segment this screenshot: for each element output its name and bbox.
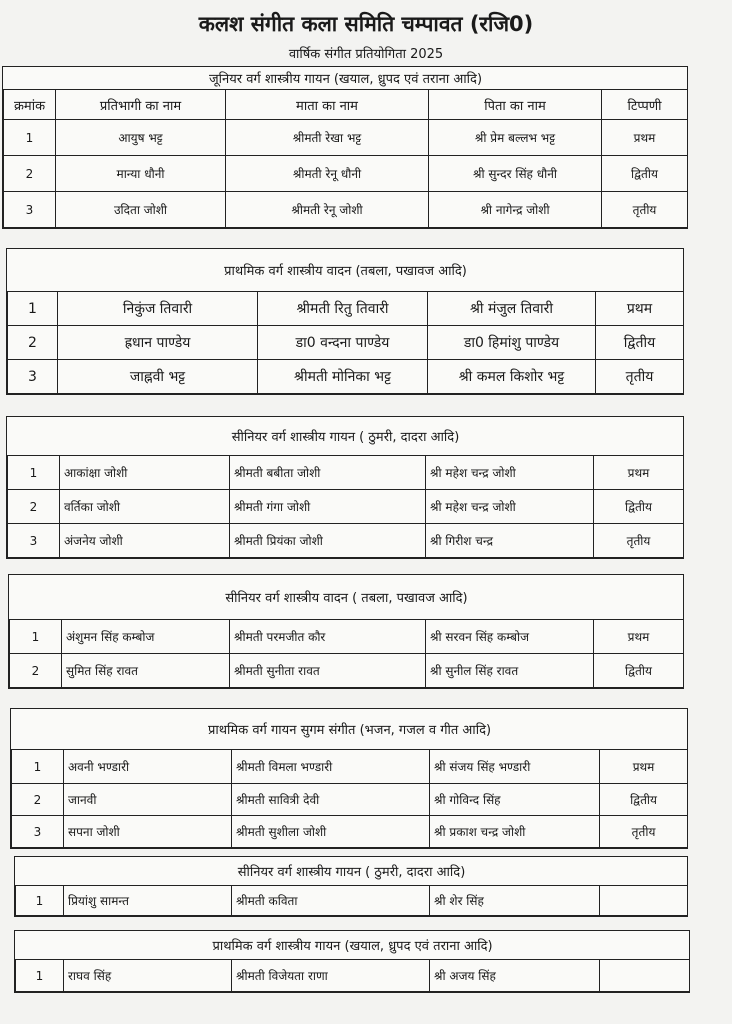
mother-cell: श्रीमती प्रियंका जोशी (230, 524, 426, 558)
father-cell: श्री मंजुल तिवारी (428, 292, 596, 326)
results-section (8, 574, 684, 689)
table-row (8, 524, 684, 558)
serial-cell: 1 (10, 620, 62, 654)
section-title: प्राथमिक वर्ग शास्त्रीय गायन (खयाल, ध्रुपद एवं तराना आदि) (16, 931, 690, 960)
participant-cell: उदिता जोशी (56, 192, 226, 228)
serial-cell: 3 (12, 816, 64, 848)
result-cell: प्रथम (602, 120, 688, 156)
serial-cell: 2 (10, 654, 62, 688)
father-cell: डा0 हिमांशु पाण्डेय (428, 326, 596, 360)
result-cell: द्वितीय (596, 326, 684, 360)
result-cell: तृतीय (600, 816, 688, 848)
section-title: प्राथमिक वर्ग शास्त्रीय वादन (तबला, पखावज आदि) (8, 249, 684, 292)
father-cell: श्री महेश चन्द्र जोशी (426, 490, 594, 524)
results-section (14, 856, 688, 917)
mother-cell: श्रीमती रेनू जोशी (226, 192, 429, 228)
father-cell: श्री सरवन सिंह कम्बोज (426, 620, 594, 654)
table-row (8, 326, 684, 360)
serial-cell: 1 (16, 886, 64, 916)
mother-cell: श्रीमती रितु तिवारी (258, 292, 428, 326)
serial-cell: 3 (4, 192, 56, 228)
section-title: जूनियर वर्ग शास्त्रीय गायन (खयाल, ध्रुपद एवं तराना आदि) (4, 67, 688, 90)
table-row (16, 960, 690, 992)
result-cell: प्रथम (594, 456, 684, 490)
table-row (4, 156, 688, 192)
column-header-serial: क्रमांक (4, 90, 56, 120)
results-section (14, 930, 690, 993)
mother-cell: डा0 वन्दना पाण्डेय (258, 326, 428, 360)
father-cell: श्री महेश चन्द्र जोशी (426, 456, 594, 490)
results-section (10, 708, 688, 849)
result-cell: तृतीय (594, 524, 684, 558)
result-cell (600, 886, 688, 916)
table-row (16, 886, 688, 916)
participant-cell: वर्तिका जोशी (60, 490, 230, 524)
table-row (8, 490, 684, 524)
serial-cell: 2 (8, 326, 58, 360)
result-cell: तृतीय (596, 360, 684, 394)
participant-cell: अंशुमन सिंह कम्बोज (62, 620, 230, 654)
mother-cell: श्रीमती रेखा भट्ट (226, 120, 429, 156)
column-header-remark: टिप्पणी (602, 90, 688, 120)
participant-cell: आकांक्षा जोशी (60, 456, 230, 490)
result-cell: प्रथम (594, 620, 684, 654)
results-section (6, 416, 684, 559)
participant-cell: प्रियांशु सामन्त (64, 886, 232, 916)
participant-cell: सपना जोशी (64, 816, 232, 848)
father-cell: श्री गिरीश चन्द्र (426, 524, 594, 558)
table-row (8, 360, 684, 394)
result-cell: द्वितीय (600, 784, 688, 816)
mother-cell: श्रीमती सुशीला जोशी (232, 816, 430, 848)
mother-cell: श्रीमती परमजीत कौर (230, 620, 426, 654)
table-row (4, 120, 688, 156)
competition-title: वार्षिक संगीत प्रतियोगिता 2025 (288, 47, 444, 62)
mother-cell: श्रीमती सावित्री देवी (232, 784, 430, 816)
section-title: सीनियर वर्ग शास्त्रीय गायन ( ठुमरी, दादरा आदि) (16, 857, 688, 886)
serial-cell: 3 (8, 360, 58, 394)
section-title: प्राथमिक वर्ग गायन सुगम संगीत (भजन, गजल व गीत आदि) (12, 709, 688, 750)
section-title: सीनियर वर्ग शास्त्रीय गायन ( ठुमरी, दादरा आदि) (8, 417, 684, 456)
table-row (12, 816, 688, 848)
participant-cell: मान्या धौनी (56, 156, 226, 192)
serial-cell: 2 (4, 156, 56, 192)
participant-cell: ह्रधान पाण्डेय (58, 326, 258, 360)
serial-cell: 1 (4, 120, 56, 156)
participant-cell: सुमित सिंह रावत (62, 654, 230, 688)
mother-cell: श्रीमती मोनिका भट्ट (258, 360, 428, 394)
mother-cell: श्रीमती विमला भण्डारी (232, 750, 430, 784)
father-cell: श्री अजय सिंह (430, 960, 600, 992)
father-cell: श्री शेर सिंह (430, 886, 600, 916)
results-section (6, 248, 684, 395)
mother-cell: श्रीमती सुनीता रावत (230, 654, 426, 688)
serial-cell: 1 (16, 960, 64, 992)
participant-cell: अवनी भण्डारी (64, 750, 232, 784)
table-row (10, 620, 684, 654)
serial-cell: 2 (12, 784, 64, 816)
father-cell: श्री संजय सिंह भण्डारी (430, 750, 600, 784)
column-header-mother: माता का नाम (226, 90, 429, 120)
table-row (12, 784, 688, 816)
results-section (2, 66, 688, 229)
participant-cell: जाह्नवी भट्ट (58, 360, 258, 394)
section-title: सीनियर वर्ग शास्त्रीय वादन ( तबला, पखावज आदि) (10, 575, 684, 620)
serial-cell: 1 (8, 292, 58, 326)
result-cell: तृतीय (602, 192, 688, 228)
result-cell: द्वितीय (602, 156, 688, 192)
table-row (10, 654, 684, 688)
father-cell: श्री प्रेम बल्लभ भट्ट (429, 120, 602, 156)
serial-cell: 3 (8, 524, 60, 558)
mother-cell: श्रीमती रेनू धौनी (226, 156, 429, 192)
serial-cell: 1 (8, 456, 60, 490)
column-header-father: पिता का नाम (429, 90, 602, 120)
result-cell (600, 960, 690, 992)
result-cell: प्रथम (600, 750, 688, 784)
table-row (12, 750, 688, 784)
table-row (4, 192, 688, 228)
result-cell: प्रथम (596, 292, 684, 326)
result-cell: द्वितीय (594, 654, 684, 688)
father-cell: श्री कमल किशोर भट्ट (428, 360, 596, 394)
mother-cell: श्रीमती गंगा जोशी (230, 490, 426, 524)
father-cell: श्री गोविन्द सिंह (430, 784, 600, 816)
participant-cell: राघव सिंह (64, 960, 232, 992)
mother-cell: श्रीमती विजेयता राणा (232, 960, 430, 992)
result-cell: द्वितीय (594, 490, 684, 524)
father-cell: श्री नागेन्द्र जोशी (429, 192, 602, 228)
father-cell: श्री सुनील सिंह रावत (426, 654, 594, 688)
serial-cell: 2 (8, 490, 60, 524)
participant-cell: निकुंज तिवारी (58, 292, 258, 326)
table-row (8, 292, 684, 326)
father-cell: श्री सुन्दर सिंह धौनी (429, 156, 602, 192)
father-cell: श्री प्रकाश चन्द्र जोशी (430, 816, 600, 848)
participant-cell: अंजनेय जोशी (60, 524, 230, 558)
mother-cell: श्रीमती बबीता जोशी (230, 456, 426, 490)
participant-cell: जानवी (64, 784, 232, 816)
participant-cell: आयुष भट्ट (56, 120, 226, 156)
table-row (8, 456, 684, 490)
organization-title: कलश संगीत कला समिति चम्पावत (रजि0) (198, 12, 534, 36)
column-header-participant: प्रतिभागी का नाम (56, 90, 226, 120)
serial-cell: 1 (12, 750, 64, 784)
mother-cell: श्रीमती कविता (232, 886, 430, 916)
